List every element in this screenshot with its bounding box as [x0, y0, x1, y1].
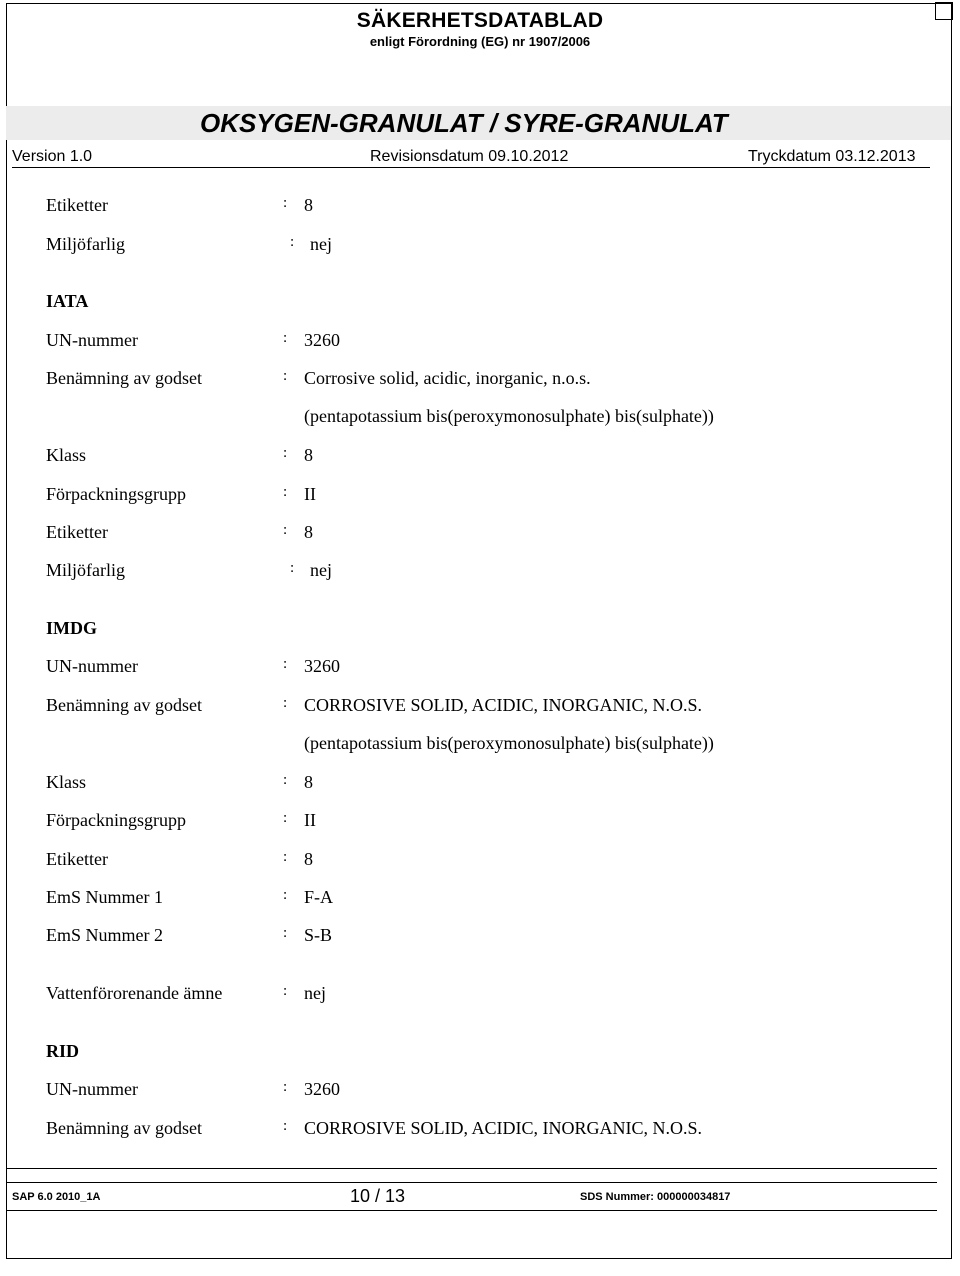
field-label: Förpackningsgrupp — [46, 810, 186, 830]
version-label: Version 1.0 — [12, 148, 93, 165]
field-value: 8 — [304, 195, 313, 215]
sap-version: SAP 6.0 2010_1A — [12, 1191, 101, 1203]
field-value: 8 — [304, 772, 313, 792]
field-value: 8 — [304, 445, 313, 465]
field-value: 3260 — [304, 1079, 340, 1099]
field-value: II — [304, 810, 316, 830]
regulation-subtitle: enligt Förordning (EG) nr 1907/2006 — [369, 34, 591, 49]
field-label: Benämning av godset — [46, 368, 202, 388]
page-frame — [6, 3, 952, 1259]
field-label: EmS Nummer 1 — [46, 887, 163, 907]
header-rule — [12, 167, 930, 168]
field-label: Benämning av godset — [46, 695, 202, 715]
field-label: EmS Nummer 2 — [46, 925, 163, 945]
field-value-continued: (pentapotassium bis(peroxymonosulphate) bis(sulphate)) — [304, 406, 714, 426]
colon: : — [283, 695, 288, 711]
field-label: Förpackningsgrupp — [46, 484, 186, 504]
colon: : — [283, 195, 288, 211]
field-value: 3260 — [304, 656, 340, 676]
field-value: 8 — [304, 849, 313, 869]
footer — [7, 1182, 937, 1211]
field-value: 3260 — [304, 330, 340, 350]
field-label: Klass — [46, 445, 86, 465]
colon: : — [283, 887, 288, 903]
field-label: Etiketter — [46, 849, 108, 869]
field-label: Etiketter — [46, 195, 108, 215]
section-heading-rid: RID — [46, 1041, 80, 1061]
field-value-continued: (pentapotassium bis(peroxymonosulphate) bis(sulphate)) — [304, 733, 714, 753]
field-label: UN-nummer — [46, 330, 138, 350]
field-value: F-A — [304, 887, 334, 907]
footer-rule — [7, 1168, 937, 1169]
document-title: SÄKERHETSDATABLAD — [356, 9, 604, 32]
section-heading-iata: IATA — [46, 291, 89, 311]
field-value: CORROSIVE SOLID, ACIDIC, INORGANIC, N.O.S. — [304, 695, 703, 715]
colon: : — [283, 772, 288, 788]
colon: : — [283, 445, 288, 461]
colon: : — [283, 368, 288, 384]
field-label: UN-nummer — [46, 1079, 138, 1099]
field-value: S-B — [304, 925, 333, 945]
field-label: Miljöfarlig — [46, 234, 125, 254]
colon: : — [283, 330, 288, 346]
field-value: 8 — [304, 522, 313, 542]
field-label: Klass — [46, 772, 86, 792]
colon: : — [283, 983, 288, 999]
colon: : — [283, 656, 288, 672]
field-value: Corrosive solid, acidic, inorganic, n.o.s. — [304, 368, 591, 388]
colon: : — [283, 810, 288, 826]
colon: : — [283, 925, 288, 941]
field-value: II — [304, 484, 316, 504]
field-value: nej — [310, 234, 332, 254]
colon: : — [290, 560, 295, 576]
field-label: Etiketter — [46, 522, 108, 542]
colon: : — [283, 1079, 288, 1095]
colon: : — [283, 484, 288, 500]
product-name: OKSYGEN-GRANULAT / SYRE-GRANULAT — [200, 108, 728, 138]
revision-date: Revisionsdatum 09.10.2012 — [370, 148, 569, 165]
print-date: Tryckdatum 03.12.2013 — [748, 148, 916, 165]
colon: : — [290, 234, 295, 250]
section-heading-imdg: IMDG — [46, 618, 97, 638]
sds-number: SDS Nummer: 000000034817 — [580, 1191, 731, 1203]
colon: : — [283, 1118, 288, 1134]
colon: : — [283, 522, 288, 538]
field-value: nej — [310, 560, 332, 580]
field-label: UN-nummer — [46, 656, 138, 676]
field-label: Vattenförorenande ämne — [46, 983, 223, 1003]
field-label: Benämning av godset — [46, 1118, 202, 1138]
field-label: Miljöfarlig — [46, 560, 125, 580]
field-value: CORROSIVE SOLID, ACIDIC, INORGANIC, N.O.S. — [304, 1118, 703, 1138]
page-number: 10 / 13 — [350, 1186, 406, 1206]
colon: : — [283, 849, 288, 865]
field-value: nej — [304, 983, 326, 1003]
